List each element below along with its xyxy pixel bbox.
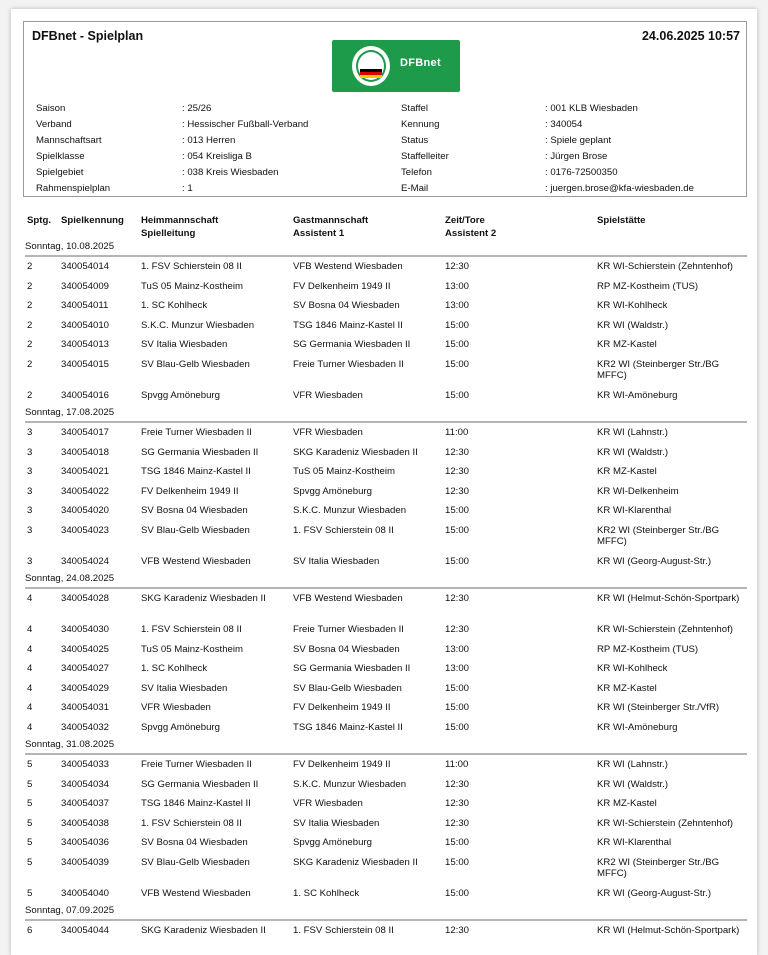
match-kennung: 340054016 — [61, 389, 110, 401]
table-row — [25, 482, 747, 502]
table-row — [25, 620, 747, 640]
col-sptg: Sptg. — [27, 215, 51, 226]
match-home-team: TuS 05 Mainz-Kostheim — [141, 280, 244, 292]
match-away-team: 1. SC Kohlheck — [293, 887, 360, 899]
match-venue: KR WI (Georg-August-Str.) — [597, 887, 712, 899]
match-spieltag: 2 — [27, 358, 33, 370]
col-statte: Spielstätte — [597, 215, 646, 226]
match-kennung: 340054009 — [61, 280, 110, 292]
match-time: 15:00 — [445, 389, 470, 401]
info-label: E-Mail — [401, 183, 429, 194]
info-label: Staffel — [401, 103, 429, 114]
match-time: 15:00 — [445, 339, 470, 350]
match-away-team: 1. FSV Schierstein 08 II — [293, 524, 394, 536]
match-venue: KR MZ-Kastel — [597, 466, 657, 477]
col-heim: Heimmannschaft — [141, 215, 219, 226]
match-away-team: SV Bosna 04 Wiesbaden — [293, 643, 400, 655]
match-home-team: SV Italia Wiesbaden — [141, 339, 228, 350]
match-time: 12:30 — [445, 925, 470, 936]
info-value: : 001 KLB Wiesbaden — [545, 103, 638, 114]
match-venue: KR MZ-Kastel — [597, 682, 657, 694]
match-venue: KR WI-Amöneburg — [597, 389, 678, 401]
col-kennung: Spielkennung — [61, 215, 124, 226]
info-label: Mannschaftsart — [36, 135, 102, 146]
day-groups — [25, 239, 747, 952]
match-away-team: SV Blau-Gelb Wiesbaden — [293, 682, 402, 694]
match-kennung: 340054044 — [61, 925, 110, 936]
match-venue: KR WI-Schierstein (Zehntenhof) — [597, 624, 733, 635]
info-left-values — [182, 101, 308, 197]
match-spieltag: 3 — [27, 427, 33, 438]
match-spieltag: 4 — [27, 721, 33, 733]
table-row — [25, 521, 747, 552]
match-away-team: SKG Karadeniz Wiesbaden II — [293, 856, 418, 868]
info-value: : juergen.brose@kfa-wiesbaden.de — [545, 183, 694, 194]
match-away-team: SV Italia Wiesbaden — [293, 817, 380, 829]
match-time: 12:30 — [445, 593, 470, 604]
document-page — [11, 9, 757, 955]
match-home-team: 1. FSV Schierstein 08 II — [141, 817, 242, 829]
match-kennung: 340054031 — [61, 702, 110, 713]
table-row — [25, 462, 747, 482]
col-assistent2: Assistent 2 — [445, 228, 497, 239]
match-spieltag: 4 — [27, 663, 33, 674]
match-venue: RP MZ-Kostheim (TUS) — [597, 643, 699, 655]
match-kennung: 340054015 — [61, 358, 110, 370]
info-label: Spielgebiet — [36, 167, 84, 178]
info-label: Spielklasse — [36, 151, 85, 162]
info-label: Telefon — [401, 167, 432, 178]
table-row — [25, 718, 747, 738]
match-home-team: SG Germania Wiesbaden II — [141, 446, 259, 458]
match-home-team: TSG 1846 Mainz-Kastel II — [141, 466, 251, 477]
match-kennung: 340054013 — [61, 339, 110, 350]
match-venue: KR2 WI (Steinberger Str./BG MFFC) — [597, 856, 720, 879]
match-spieltag: 5 — [27, 778, 33, 790]
table-header — [25, 201, 747, 239]
match-spieltag: 4 — [27, 682, 33, 694]
dfbnet-logo — [332, 40, 460, 92]
match-time: 15:00 — [445, 319, 470, 331]
table-row — [25, 316, 747, 336]
match-time: 13:00 — [445, 280, 470, 292]
day-header: Sonntag, 07.09.2025 — [25, 903, 747, 921]
match-away-team: SKG Karadeniz Wiesbaden II — [293, 446, 418, 458]
day-header: Sonntag, 10.08.2025 — [25, 239, 747, 257]
match-venue: KR WI (Waldstr.) — [597, 319, 669, 331]
match-spieltag: 2 — [27, 339, 33, 350]
info-label: Saison — [36, 103, 66, 114]
match-time: 15:00 — [445, 524, 470, 536]
match-time: 13:00 — [445, 643, 470, 655]
table-row — [25, 640, 747, 660]
match-spieltag: 2 — [27, 389, 33, 401]
table-row — [25, 794, 747, 814]
match-away-team: 1. FSV Schierstein 08 II — [293, 925, 394, 936]
col-assistent1: Assistent 1 — [293, 228, 345, 239]
match-time: 11:00 — [445, 427, 469, 438]
match-spieltag: 2 — [27, 261, 33, 272]
match-spieltag: 3 — [27, 524, 33, 536]
match-spieltag: 4 — [27, 593, 33, 604]
info-value: : Hessischer Fußball-Verband — [182, 119, 309, 130]
match-venue: KR WI (Steinberger Str./VfR) — [597, 702, 720, 713]
match-venue: RP MZ-Kostheim (TUS) — [597, 280, 699, 292]
logo-text: DFBnet — [400, 57, 441, 69]
match-kennung: 340054027 — [61, 663, 110, 674]
match-kennung: 340054036 — [61, 837, 110, 848]
match-time: 15:00 — [445, 555, 470, 567]
match-home-team: SV Blau-Gelb Wiesbaden — [141, 524, 250, 536]
match-away-team: Freie Turner Wiesbaden II — [293, 358, 404, 370]
match-away-team: SG Germania Wiesbaden II — [293, 339, 411, 350]
match-time: 12:30 — [445, 485, 470, 497]
match-away-team: VFR Wiesbaden — [293, 389, 363, 401]
match-spieltag: 5 — [27, 837, 33, 848]
match-spieltag: 3 — [27, 505, 33, 516]
match-kennung: 340054038 — [61, 817, 110, 829]
table-row — [25, 386, 747, 406]
info-label: Rahmenspielplan — [36, 183, 111, 194]
match-spieltag: 5 — [27, 798, 33, 809]
match-time: 15:00 — [445, 721, 470, 733]
match-away-team: Spvgg Amöneburg — [293, 837, 372, 848]
table-row — [25, 698, 747, 718]
info-label: Verband — [36, 119, 72, 130]
table-row — [25, 552, 747, 572]
match-home-team: SV Blau-Gelb Wiesbaden — [141, 856, 250, 868]
info-value: : 054 Kreisliga B — [182, 151, 252, 162]
table-row — [25, 775, 747, 795]
match-venue: KR WI-Klarenthal — [597, 505, 672, 516]
match-time: 15:00 — [445, 505, 470, 516]
info-value: : Jürgen Brose — [545, 151, 608, 162]
match-time: 12:30 — [445, 624, 470, 635]
match-kennung: 340054029 — [61, 682, 110, 694]
match-venue: KR WI (Waldstr.) — [597, 446, 669, 458]
match-time: 12:30 — [445, 778, 470, 790]
info-value: : 038 Kreis Wiesbaden — [182, 167, 279, 178]
match-time: 12:30 — [445, 446, 470, 458]
match-away-team: TuS 05 Mainz-Kostheim — [293, 466, 396, 477]
info-left — [36, 101, 110, 197]
info-value: : 340054 — [545, 119, 583, 130]
match-time: 15:00 — [445, 358, 470, 370]
match-venue: KR MZ-Kastel — [597, 798, 657, 809]
match-away-team: VFR Wiesbaden — [293, 798, 363, 809]
match-home-team: 1. SC Kohlheck — [141, 300, 208, 311]
match-spieltag: 5 — [27, 759, 33, 770]
match-home-team: SKG Karadeniz Wiesbaden II — [141, 593, 266, 604]
match-away-team: TSG 1846 Mainz-Kastel II — [293, 319, 403, 331]
match-kennung: 340054023 — [61, 524, 110, 536]
match-time: 15:00 — [445, 837, 470, 848]
info-right-values — [545, 101, 694, 197]
match-venue: KR WI-Amöneburg — [597, 721, 678, 733]
match-time: 12:30 — [445, 466, 470, 477]
match-away-team: VFB Westend Wiesbaden — [293, 593, 403, 604]
table-row — [25, 443, 747, 463]
match-home-team: FV Delkenheim 1949 II — [141, 485, 239, 497]
table-row — [25, 659, 747, 679]
table-row — [25, 755, 747, 775]
match-kennung: 340054020 — [61, 505, 110, 516]
col-zeit: Zeit/Tore — [445, 215, 485, 226]
match-time: 11:00 — [445, 759, 469, 770]
match-spieltag: 3 — [27, 446, 33, 458]
match-venue: KR WI-Delkenheim — [597, 485, 679, 497]
match-venue: KR WI-Kohlheck — [597, 300, 668, 311]
match-spieltag: 4 — [27, 702, 33, 713]
match-kennung: 340054039 — [61, 856, 110, 868]
col-gast: Gastmannschaft — [293, 215, 369, 226]
match-home-team: 1. FSV Schierstein 08 II — [141, 624, 242, 635]
match-home-team: SV Bosna 04 Wiesbaden — [141, 505, 248, 516]
match-time: 12:30 — [445, 798, 470, 809]
match-away-team: SV Italia Wiesbaden — [293, 555, 380, 567]
table-row — [25, 921, 747, 952]
match-time: 15:00 — [445, 856, 470, 868]
match-away-team: TSG 1846 Mainz-Kastel II — [293, 721, 403, 733]
match-away-team: VFR Wiesbaden — [293, 427, 363, 438]
match-spieltag: 3 — [27, 555, 33, 567]
match-home-team: TuS 05 Mainz-Kostheim — [141, 643, 244, 655]
table-row — [25, 257, 747, 277]
match-away-team: FV Delkenheim 1949 II — [293, 759, 391, 770]
match-home-team: 1. SC Kohlheck — [141, 663, 208, 674]
match-kennung: 340054011 — [61, 300, 109, 311]
info-label: Status — [401, 135, 429, 146]
match-home-team: TSG 1846 Mainz-Kastel II — [141, 798, 251, 809]
table-row — [25, 501, 747, 521]
table-row — [25, 853, 747, 884]
dfb-emblem-icon — [350, 44, 392, 88]
match-time: 15:00 — [445, 702, 470, 713]
table-row — [25, 335, 747, 355]
match-venue: KR2 WI (Steinberger Str./BG MFFC) — [597, 524, 720, 547]
match-kennung: 340054032 — [61, 721, 110, 733]
match-venue: KR WI-Kohlheck — [597, 663, 668, 674]
match-kennung: 340054028 — [61, 593, 110, 604]
match-spieltag: 3 — [27, 466, 33, 477]
info-label: Staffelleiter — [401, 151, 449, 162]
match-venue: KR WI (Helmut-Schön-Sportpark) — [597, 925, 740, 936]
match-venue: KR WI (Georg-August-Str.) — [597, 555, 712, 567]
info-right — [401, 101, 449, 197]
day-header: Sonntag, 31.08.2025 — [25, 737, 747, 755]
match-time: 12:30 — [445, 261, 470, 272]
match-away-team: FV Delkenheim 1949 II — [293, 702, 391, 713]
match-venue: KR WI-Schierstein (Zehntenhof) — [597, 817, 733, 829]
match-home-team: Freie Turner Wiesbaden II — [141, 427, 252, 438]
match-spieltag: 5 — [27, 856, 33, 868]
match-venue: KR WI (Lahnstr.) — [597, 427, 668, 438]
info-value: : 25/26 — [182, 103, 212, 114]
match-home-team: SG Germania Wiesbaden II — [141, 778, 259, 790]
info-value: : 0176-72500350 — [545, 167, 618, 178]
info-value: : 013 Herren — [182, 135, 236, 146]
print-datetime: 24.06.2025 10:57 — [641, 29, 740, 43]
match-home-team: SV Bosna 04 Wiesbaden — [141, 837, 248, 848]
match-venue: KR WI (Waldstr.) — [597, 778, 669, 790]
table-row — [25, 277, 747, 297]
match-kennung: 340054033 — [61, 759, 110, 770]
match-home-team: 1. FSV Schierstein 08 II — [141, 261, 242, 272]
match-kennung: 340054034 — [61, 778, 110, 790]
match-home-team: SKG Karadeniz Wiesbaden II — [141, 925, 266, 936]
table-row — [25, 589, 747, 620]
table-row — [25, 833, 747, 853]
match-kennung: 340054018 — [61, 446, 110, 458]
match-venue: KR WI (Helmut-Schön-Sportpark) — [597, 593, 740, 604]
info-value: : Spiele geplant — [545, 135, 612, 146]
match-spieltag: 4 — [27, 624, 33, 635]
match-kennung: 340054022 — [61, 485, 110, 497]
match-kennung: 340054017 — [61, 427, 110, 438]
table-row — [25, 884, 747, 904]
match-kennung: 340054040 — [61, 887, 110, 899]
page-title: DFBnet - Spielplan — [32, 29, 144, 43]
match-kennung: 340054021 — [61, 466, 110, 477]
match-venue: KR MZ-Kastel — [597, 339, 657, 350]
table-row — [25, 814, 747, 834]
match-away-team: SG Germania Wiesbaden II — [293, 663, 411, 674]
match-home-team: VFB Westend Wiesbaden — [141, 555, 251, 567]
match-kennung: 340054014 — [61, 261, 110, 272]
match-away-team: Spvgg Amöneburg — [293, 485, 372, 497]
match-spieltag: 2 — [27, 300, 33, 311]
header-box — [23, 21, 747, 197]
match-kennung: 340054037 — [61, 798, 110, 809]
match-home-team: SV Blau-Gelb Wiesbaden — [141, 358, 250, 370]
match-time: 13:00 — [445, 663, 470, 674]
match-away-team: Freie Turner Wiesbaden II — [293, 624, 404, 635]
info-value: : 1 — [182, 183, 193, 194]
match-venue: KR WI-Schierstein (Zehntenhof) — [597, 261, 733, 272]
schedule-table — [25, 201, 747, 952]
col-leitung: Spielleitung — [141, 228, 196, 239]
match-spieltag: 4 — [27, 643, 33, 655]
match-venue: KR2 WI (Steinberger Str./BG MFFC) — [597, 358, 720, 381]
table-row — [25, 423, 747, 443]
match-spieltag: 2 — [27, 280, 33, 292]
match-away-team: S.K.C. Munzur Wiesbaden — [293, 505, 407, 516]
match-home-team: SV Italia Wiesbaden — [141, 682, 228, 694]
match-away-team: FV Delkenheim 1949 II — [293, 280, 391, 292]
info-label: Kennung — [401, 119, 440, 130]
match-home-team: VFR Wiesbaden — [141, 702, 211, 713]
match-time: 15:00 — [445, 887, 470, 899]
match-home-team: VFB Westend Wiesbaden — [141, 887, 251, 899]
table-row — [25, 296, 747, 316]
match-home-team: S.K.C. Munzur Wiesbaden — [141, 319, 255, 331]
day-header: Sonntag, 17.08.2025 — [25, 405, 747, 423]
match-time: 13:00 — [445, 300, 470, 311]
match-time: 12:30 — [445, 817, 470, 829]
table-row — [25, 679, 747, 699]
match-kennung: 340054010 — [61, 319, 110, 331]
match-time: 15:00 — [445, 682, 470, 694]
match-venue: KR WI (Lahnstr.) — [597, 759, 668, 770]
match-kennung: 340054024 — [61, 555, 110, 567]
match-kennung: 340054025 — [61, 643, 110, 655]
match-venue: KR WI-Klarenthal — [597, 837, 672, 848]
match-home-team: Spvgg Amöneburg — [141, 389, 220, 401]
match-home-team: Freie Turner Wiesbaden II — [141, 759, 252, 770]
match-spieltag: 3 — [27, 485, 33, 497]
match-kennung: 340054030 — [61, 624, 110, 635]
match-away-team: SV Bosna 04 Wiesbaden — [293, 300, 400, 311]
match-spieltag: 6 — [27, 925, 33, 936]
match-home-team: Spvgg Amöneburg — [141, 721, 220, 733]
match-away-team: VFB Westend Wiesbaden — [293, 261, 403, 272]
match-away-team: S.K.C. Munzur Wiesbaden — [293, 778, 407, 790]
table-row — [25, 355, 747, 386]
match-spieltag: 5 — [27, 887, 33, 899]
day-header: Sonntag, 24.08.2025 — [25, 571, 747, 589]
match-spieltag: 2 — [27, 319, 33, 331]
match-spieltag: 5 — [27, 817, 33, 829]
